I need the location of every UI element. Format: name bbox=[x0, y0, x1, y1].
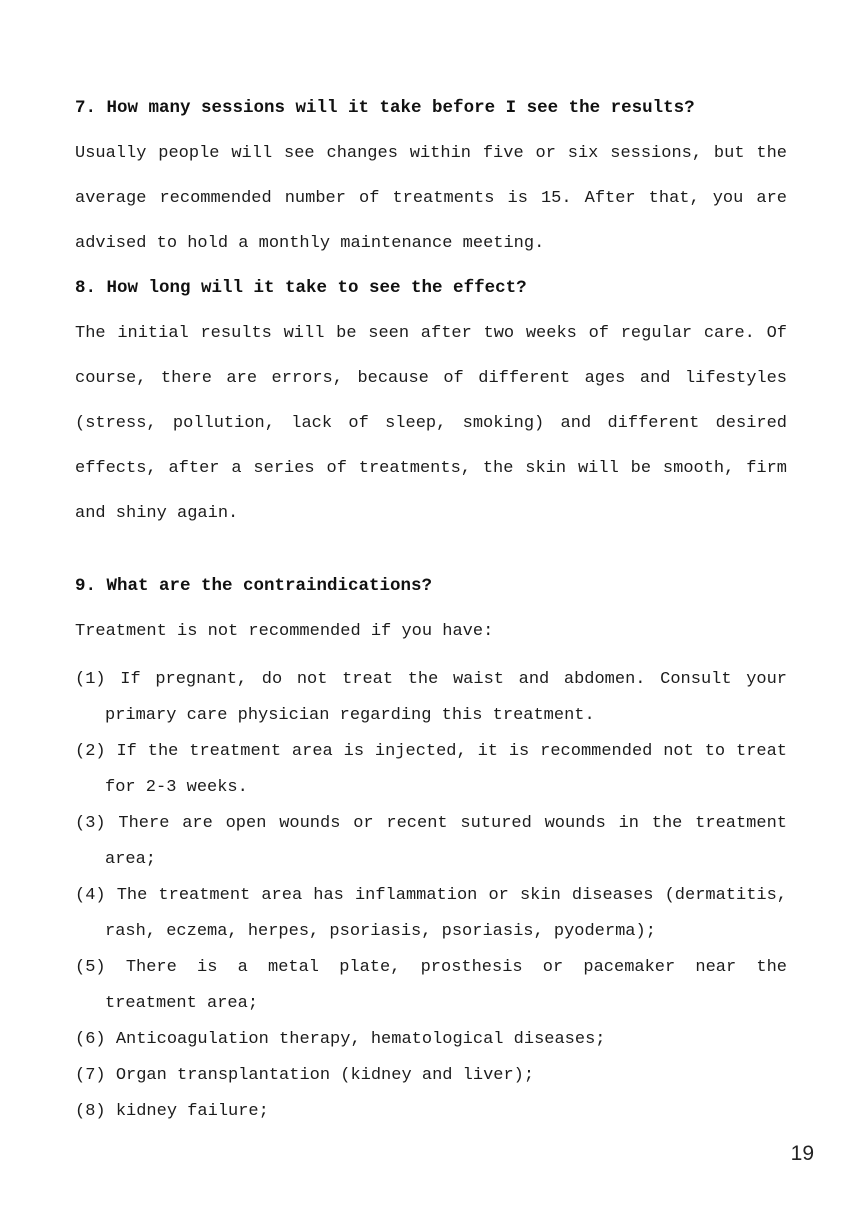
section-gap bbox=[75, 536, 787, 564]
contraindication-item-8 bbox=[75, 1094, 787, 1130]
item-8-text: kidney failure; bbox=[115, 1102, 269, 1121]
item-2-text: If the treatment area is injected, it is recommended not to treat for 2-3 weeks. bbox=[105, 742, 787, 797]
item-7-text: Organ transplantation (kidney and liver); bbox=[115, 1066, 535, 1085]
item-6-text: Anticoagulation therapy, hematological diseases; bbox=[115, 1030, 606, 1049]
item-6-marker: (6) bbox=[75, 1030, 106, 1049]
item-1-text: If pregnant, do not treat the waist and abdomen. Consult your primary care physician regarding this treatment. bbox=[105, 670, 787, 725]
question-8-answer: The initial results will be seen after two weeks of regular care. Of course, there are errors, because of different ages and lifestyles (stress, pollution, lack of sleep, smoking) and different desired effects, after a series of treatments, the skin will be smooth, firm and shiny again. bbox=[75, 324, 787, 523]
contraindication-item-3 bbox=[75, 806, 787, 878]
item-3-text: There are open wounds or recent sutured wounds in the treatment area; bbox=[105, 814, 787, 869]
item-5-text: There is a metal plate, prosthesis or pacemaker near the treatment area; bbox=[105, 958, 788, 1013]
contraindication-item-5 bbox=[75, 950, 787, 1022]
item-5-marker: (5) bbox=[75, 958, 106, 977]
contraindication-item-4 bbox=[75, 878, 787, 950]
contraindications-list bbox=[75, 662, 787, 1130]
question-7-heading: 7. How many sessions will it take before I see the results? bbox=[75, 98, 695, 118]
item-4-text: The treatment area has inflammation or skin diseases (dermatitis, rash, eczema, herpes, psoriasis, psoriasis, pyoderma); bbox=[105, 886, 788, 941]
contraindication-item-1 bbox=[75, 662, 787, 734]
contraindication-item-2 bbox=[75, 734, 787, 806]
item-7-marker: (7) bbox=[75, 1066, 106, 1085]
item-1-marker: (1) bbox=[75, 670, 106, 689]
item-8-marker: (8) bbox=[75, 1102, 106, 1121]
contraindication-item-6 bbox=[75, 1022, 787, 1058]
question-9-heading: 9. What are the contraindications? bbox=[75, 576, 433, 596]
item-4-marker: (4) bbox=[75, 886, 106, 905]
question-9-intro: Treatment is not recommended if you have: bbox=[75, 622, 494, 641]
page-number: 19 bbox=[790, 1142, 814, 1165]
item-2-marker: (2) bbox=[75, 742, 106, 761]
contraindication-item-7 bbox=[75, 1058, 787, 1094]
page-content bbox=[75, 86, 787, 1130]
question-8-heading: 8. How long will it take to see the effect? bbox=[75, 278, 527, 298]
item-3-marker: (3) bbox=[75, 814, 106, 833]
question-7-answer: Usually people will see changes within five or six sessions, but the average recommended number of treatments is 15. After that, you are advised to hold a monthly maintenance meeting. bbox=[75, 144, 787, 253]
